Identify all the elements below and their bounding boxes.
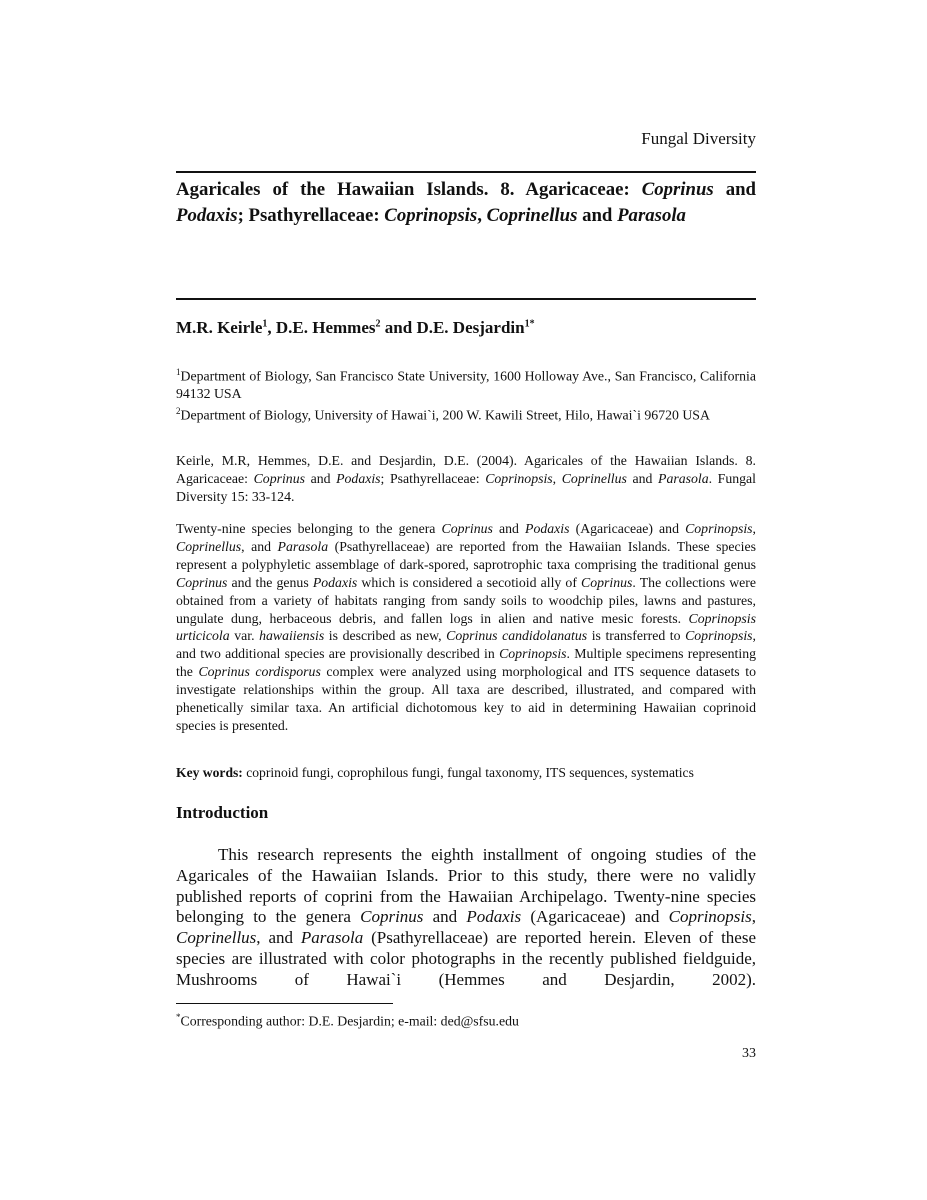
abstract-text: is described as new, [324,628,447,644]
abstract [176,520,756,735]
affiliation-text: Department of Biology, University of Hawai`i, 200 W. Kawili Street, Hilo, Hawai`i 96720 USA [180,407,710,423]
citation-text: ; Psathyrellaceae: [380,470,486,486]
title-genus: Coprinopsis [384,204,478,226]
title-text: , [477,204,487,226]
keywords-text: coprinoid fungi, coprophilous fungi, fungal taxonomy, ITS sequences, systematics [242,765,694,780]
affiliation-item [176,364,756,403]
author-separator: , [267,318,276,337]
intro-taxon: Coprinopsis [668,907,752,927]
title-text: ; Psathyrellaceae: [237,204,385,226]
abstract-taxon: Coprinus [581,574,633,590]
citation-text: . Fungal Diversity 15: 33-124. [176,470,756,504]
footnote-text: Corresponding author: D.E. Desjardin; e-mail: ded@sfsu.edu [180,1013,519,1029]
intro-text: (Agaricaceae) and [521,907,669,927]
abstract-text: (Psathyrellaceae) are reported from the Hawaiian Islands. These species represent a polyphyletic assemblage of dark-spored, saprotrophic taxa comprising the traditional genus [176,538,756,572]
author-name: D.E. Desjardin [416,318,525,337]
title-genus: Coprinellus [486,204,578,226]
title-genus: Coprinus [641,179,714,200]
abstract-taxon: hawaiiensis [259,628,325,644]
abstract-text: (Agaricaceae) and [569,521,686,536]
citation-text: , [552,470,562,486]
abstract-text: . Multiple specimens representing the [176,646,756,680]
citation-genus: Coprinellus [561,470,627,486]
author-separator: and [380,318,417,337]
affiliation-text: Department of Biology, San Francisco State University, 1600 Holloway Ave., San Francisco, California 94132 USA [176,368,756,402]
footnote [176,1012,519,1030]
affiliation-marker: 1 [176,367,181,377]
footnote-rule [176,1003,393,1004]
paper-page [176,0,756,1200]
affiliation-marker: 2 [176,406,181,417]
title-top-rule [176,171,756,173]
title-genus: Parasola [617,204,686,226]
keywords-label: Key words: [176,765,243,780]
abstract-text: , [752,521,756,536]
abstract-taxon: Coprinellus [176,538,242,554]
abstract-taxon: Coprinopsis urticicola [176,610,756,644]
intro-text: , [751,907,757,927]
intro-text: This research represents the eighth installment of ongoing studies of the Agaricales of the Hawaiian Islands. Prior to this study, there were no validly published reports of coprini from the Hawaiian Archipelago. Twenty-nine species belonging to the genera [176,845,756,927]
abstract-text: which is considered a secotioid ally of [357,574,582,590]
citation-text: Keirle, M.R, Hemmes, D.E. and Desjardin, D.E. (2004). Agaricales of the Hawaiian Islands. 8. Agaricaceae: [176,453,756,486]
title-bottom-rule [176,298,756,300]
citation-text: and [304,470,337,486]
citation [176,452,756,505]
paper-title [176,177,756,228]
abstract-text: , and [241,538,278,554]
page-number: 33 [742,1046,756,1061]
abstract-text: complex were analyzed using morphological and ITS sequence datasets to investigate relationships within the group. All taxa are described, illustrated, and compared with phenetically similar taxa. An artificial dichotomous key to aid in determining Hawaiian coprinoid species is presented. [176,664,756,733]
keywords [176,765,694,781]
abstract-text: is transferred to [587,628,686,644]
intro-text: , and [256,928,301,948]
abstract-taxon: Coprinus [176,574,228,590]
author-affiliation-marker: 2 [375,318,381,330]
abstract-taxon: Coprinus candidolanatus [446,628,588,644]
intro-taxon: Coprinus [360,907,424,927]
abstract-text: . The collections were obtained from a variety of habitats ranging from sandy soils to woodchip piles, lawns and pastures, ungulate dung, herbaceous debris, and fallen logs in alien and native mesic forests. [176,574,757,626]
intro-text: and [423,907,467,927]
citation-genus: Parasola [658,470,709,486]
abstract-taxon: Podaxis [312,574,358,590]
intro-text: (Psathyrellaceae) are reported herein. Eleven of these species are illustrated with color photographs in the recently published fieldguide, Mushrooms of Hawai`i (Hemmes and Desjardin, 2002). [176,928,757,989]
citation-genus: Podaxis [336,470,381,486]
intro-taxon: Coprinellus [176,928,257,948]
title-text: and [713,179,756,200]
author-name: D.E. Hemmes [275,318,376,337]
abstract-text: and [492,521,526,536]
abstract-text: Twenty-nine species belonging to the genera [176,521,442,536]
author-list [176,318,535,338]
citation-text: and [626,470,659,486]
abstract-taxon: Coprinopsis [685,521,753,536]
affiliations [176,364,756,425]
abstract-text: , and two additional species are provisionally described in [176,628,756,662]
footnote-marker: * [176,1012,181,1022]
abstract-text: var. [229,628,260,644]
author-affiliation-marker: 1* [524,318,535,330]
author-affiliation-marker: 1 [262,318,268,330]
title-text: and [577,204,618,226]
affiliation-item [176,403,756,424]
abstract-taxon: Parasola [277,538,329,554]
title-genus: Podaxis [176,204,238,226]
abstract-taxon: Coprinus cordisporus [198,664,321,680]
section-heading-introduction: Introduction [176,803,269,822]
abstract-taxon: Coprinopsis [499,646,567,662]
journal-name: Fungal Diversity [641,129,756,148]
abstract-taxon: Podaxis [525,521,570,536]
citation-genus: Coprinopsis [485,470,553,486]
abstract-taxon: Coprinus [441,521,493,536]
title-text: Agaricales of the Hawaiian Islands. 8. Agaricaceae: [176,179,642,200]
abstract-text: and the genus [227,574,313,590]
intro-taxon: Podaxis [466,907,522,927]
intro-taxon: Parasola [300,928,364,948]
introduction-paragraph [176,845,756,991]
author-name: M.R. Keirle [176,318,263,337]
abstract-taxon: Coprinopsis [685,628,753,644]
citation-genus: Coprinus [253,470,305,486]
